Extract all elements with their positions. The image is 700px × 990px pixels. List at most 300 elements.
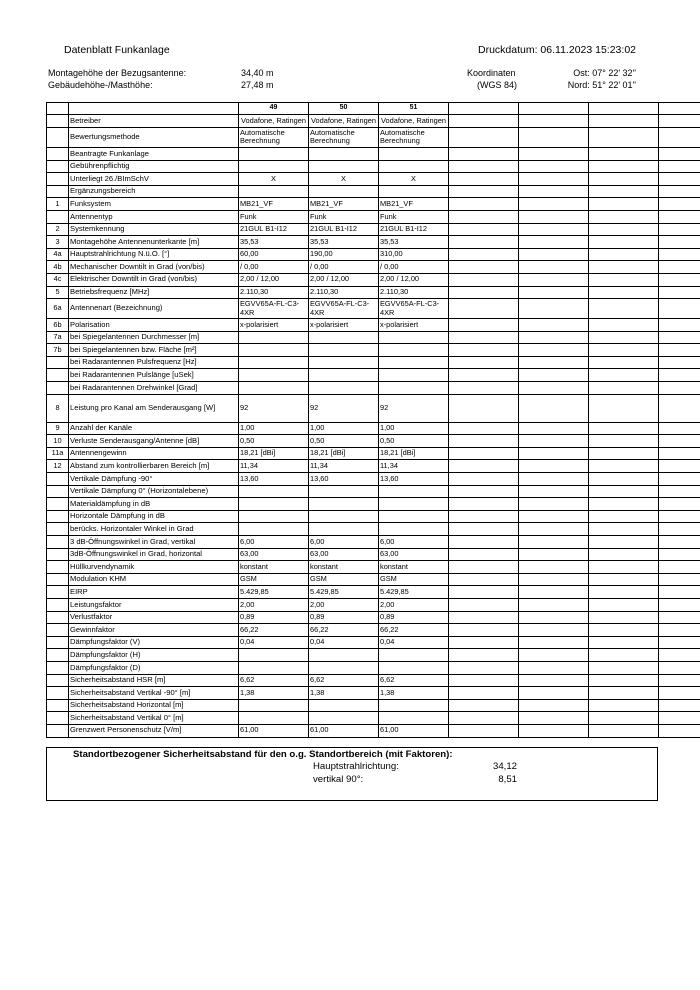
table-cell: 61,00 [309,724,379,737]
table-cell [589,724,659,737]
table-cell [519,273,589,286]
table-cell [449,382,519,395]
table-cell [379,147,449,160]
table-cell: 0,04 [309,636,379,649]
row-label: Verlustfaktor [69,611,239,624]
table-cell: 6,62 [239,674,309,687]
row-label: Unterliegt 26./BImSchV [69,173,239,186]
table-cell [589,712,659,725]
row-number [47,724,69,737]
table-cell: 6,62 [379,674,449,687]
table-cell [659,523,700,536]
table-cell [379,712,449,725]
table-cell [239,485,309,498]
row-label: Vertikale Dämpfung 0° (Horizontalebene) [69,485,239,498]
table-cell [239,661,309,674]
row-number [47,624,69,637]
table-row [47,173,700,186]
row-label: Dämpfungsfaktor (V) [69,636,239,649]
table-cell [519,147,589,160]
row-label: Hüllkurvendynamik [69,561,239,574]
table-cell [449,649,519,662]
table-cell [519,223,589,236]
table-cell [379,649,449,662]
table-cell: 2.110,30 [379,286,449,299]
row-label: Betreiber [69,115,239,128]
table-cell [449,598,519,611]
table-cell: 11,34 [239,460,309,473]
table-cell: X [379,173,449,186]
table-cell: 0,89 [379,611,449,624]
table-cell [519,198,589,211]
table-cell: 92 [309,394,379,422]
table-cell: 11,34 [309,460,379,473]
coordinate-east: Ost: 07° 22' 32'' [573,68,636,78]
table-cell: 6,00 [309,536,379,549]
row-number: 7a [47,331,69,344]
table-cell: Automatische Berechnung [379,127,449,147]
main-direction-label: Hauptstrahlrichtung: [313,761,399,772]
table-cell [519,286,589,299]
table-cell: 18,21 [dBi] [239,447,309,460]
table-cell [659,586,700,599]
column-header: 49 [239,103,309,115]
table-row [47,724,700,737]
table-row [47,498,700,511]
row-number: 5 [47,286,69,299]
table-cell: 1,00 [379,422,449,435]
table-cell [239,699,309,712]
table-cell: MB21_VF [239,198,309,211]
table-cell [449,369,519,382]
table-cell: 63,00 [309,548,379,561]
table-cell: 2,00 [379,598,449,611]
row-number [47,536,69,549]
row-label: Elektrischer Downtilt in Grad (von/bis) [69,273,239,286]
row-number [47,573,69,586]
table-cell [309,356,379,369]
table-cell: 0,50 [239,435,309,448]
table-cell [659,422,700,435]
table-cell [379,523,449,536]
table-cell [519,435,589,448]
row-label: Sicherheitsabstand HSR [m] [69,674,239,687]
row-label: Gebührenpflichtig [69,160,239,173]
table-cell [449,536,519,549]
table-cell [519,586,589,599]
table-cell: 13,60 [379,473,449,486]
table-cell [449,611,519,624]
row-label: Systemkennung [69,223,239,236]
row-label: Vertikale Dämpfung -90° [69,473,239,486]
table-cell [589,356,659,369]
table-row [47,699,700,712]
table-cell: 2.110,30 [239,286,309,299]
table-cell [449,160,519,173]
table-cell: 6,62 [309,674,379,687]
building-height-label: Gebäudehöhe-/Masthöhe: [48,80,153,90]
table-cell [309,699,379,712]
safety-distance-summary [46,747,658,801]
row-label: Antennenart (Bezeichnung) [69,299,239,319]
row-number [47,510,69,523]
row-number: 4a [47,248,69,261]
table-cell [589,447,659,460]
table-cell [659,261,700,274]
table-cell: 2,00 / 12,00 [239,273,309,286]
row-label: Mechanischer Downtilt in Grad (von/bis) [69,261,239,274]
table-row [47,369,700,382]
table-cell [449,447,519,460]
table-cell [519,394,589,422]
table-cell: Funk [309,210,379,223]
table-cell [589,699,659,712]
row-label: Grenzwert Personenschutz [V/m] [69,724,239,737]
table-cell [659,498,700,511]
table-cell [659,699,700,712]
table-cell [379,382,449,395]
table-cell [449,724,519,737]
row-label: bei Radarantennen Pulslänge [uSek] [69,369,239,382]
table-cell [519,485,589,498]
table-cell: 2,00 / 12,00 [309,273,379,286]
row-number [47,147,69,160]
table-cell [589,649,659,662]
coordinates-label: Koordinaten [467,68,516,78]
table-cell [519,115,589,128]
table-cell [589,687,659,700]
row-number [47,611,69,624]
row-number [47,586,69,599]
table-cell: konstant [309,561,379,574]
table-cell [519,523,589,536]
row-label: Bewertungsmethode [69,127,239,147]
table-cell: Vodafone, Ratingen [379,115,449,128]
table-cell [449,127,519,147]
table-cell [589,548,659,561]
table-cell [239,369,309,382]
row-label: Anzahl der Kanäle [69,422,239,435]
table-cell [589,485,659,498]
column-header: 50 [309,103,379,115]
table-cell [589,674,659,687]
table-row [47,210,700,223]
table-cell [659,598,700,611]
row-label: Sicherheitsabstand Vertikal 0° [m] [69,712,239,725]
table-cell: 92 [239,394,309,422]
table-cell [589,536,659,549]
table-cell [239,344,309,357]
table-cell [519,160,589,173]
table-cell [239,510,309,523]
table-cell: 63,00 [239,548,309,561]
table-cell [659,573,700,586]
table-cell: Vodafone, Ratingen [309,115,379,128]
table-cell: MB21_VF [309,198,379,211]
table-cell: EGVV65A-FL-C3-4XR [309,299,379,319]
row-label: EIRP [69,586,239,599]
table-cell: 0,89 [239,611,309,624]
table-cell [309,712,379,725]
table-row [47,356,700,369]
table-cell [519,573,589,586]
row-number: 1 [47,198,69,211]
table-cell [659,319,700,332]
table-cell [659,548,700,561]
table-cell [659,447,700,460]
table-cell: 1,00 [309,422,379,435]
row-number [47,548,69,561]
row-label: 3 dB-Öffnungswinkel in Grad, vertikal [69,536,239,549]
table-cell [589,210,659,223]
table-cell: 11,34 [379,460,449,473]
table-cell [659,331,700,344]
row-number [47,649,69,662]
row-label: Beantragte Funkanlage [69,147,239,160]
table-cell [449,147,519,160]
table-cell [449,699,519,712]
table-cell: 6,00 [239,536,309,549]
table-cell [659,299,700,319]
row-label: Funksystem [69,198,239,211]
row-number: 4c [47,273,69,286]
table-cell [449,261,519,274]
table-cell [449,435,519,448]
row-number [47,699,69,712]
table-cell: 1,38 [239,687,309,700]
table-row [47,649,700,662]
table-row [47,473,700,486]
table-row [47,248,700,261]
table-cell [659,356,700,369]
table-cell [449,236,519,249]
table-cell [449,636,519,649]
table-cell: 0,50 [309,435,379,448]
table-cell [659,115,700,128]
table-cell [239,712,309,725]
table-cell [519,369,589,382]
table-cell: 0,04 [239,636,309,649]
table-cell [519,498,589,511]
table-cell [589,435,659,448]
table-cell [449,356,519,369]
table-cell [659,273,700,286]
vertical-label: vertikal 90°: [313,774,364,785]
table-cell [659,236,700,249]
table-cell: 1,38 [309,687,379,700]
table-cell [659,147,700,160]
table-cell [379,369,449,382]
table-cell: 61,00 [239,724,309,737]
table-cell: 13,60 [309,473,379,486]
table-cell [309,185,379,198]
table-cell [449,394,519,422]
table-cell [589,160,659,173]
table-cell [519,319,589,332]
table-cell [309,331,379,344]
table-row [47,261,700,274]
table-cell [379,160,449,173]
table-row [47,611,700,624]
table-cell [239,160,309,173]
table-cell [519,248,589,261]
table-cell: 66,22 [309,624,379,637]
table-cell [449,712,519,725]
table-cell [589,369,659,382]
table-cell [449,548,519,561]
table-cell [449,286,519,299]
table-cell [659,712,700,725]
table-cell [449,498,519,511]
table-cell [659,661,700,674]
row-number: 2 [47,223,69,236]
table-cell [309,344,379,357]
table-cell [309,649,379,662]
table-cell [589,561,659,574]
row-label: Hauptstrahlrichtung N.ü.O. [°] [69,248,239,261]
row-number [47,674,69,687]
table-cell [379,498,449,511]
table-cell [659,473,700,486]
table-cell [449,561,519,574]
table-cell [659,160,700,173]
page-title: Datenblatt Funkanlage [64,44,170,56]
table-cell [449,510,519,523]
header-num-cell [47,103,69,115]
row-number [47,661,69,674]
table-cell: 0,89 [309,611,379,624]
table-cell: konstant [379,561,449,574]
table-cell: 18,21 [dBi] [309,447,379,460]
table-cell [659,561,700,574]
table-cell [589,147,659,160]
table-cell [239,523,309,536]
table-cell [659,394,700,422]
table-cell [449,573,519,586]
table-cell [519,598,589,611]
table-row [47,422,700,435]
table-cell [589,198,659,211]
table-cell [449,299,519,319]
table-cell [589,185,659,198]
table-cell [659,286,700,299]
row-number [47,712,69,725]
table-cell [449,485,519,498]
table-cell: GSM [309,573,379,586]
print-date: Druckdatum: 06.11.2023 15:23:02 [478,44,636,56]
table-cell [449,687,519,700]
table-cell [519,356,589,369]
table-cell: 5.429,85 [239,586,309,599]
table-cell [239,185,309,198]
table-row [47,624,700,637]
row-label: Antennengewinn [69,447,239,460]
table-cell [519,344,589,357]
row-number [47,498,69,511]
table-row [47,485,700,498]
table-row [47,573,700,586]
table-cell [449,248,519,261]
coordinate-north: Nord: 51° 22' 01'' [567,80,636,90]
table-cell [589,248,659,261]
table-cell [519,185,589,198]
table-row [47,661,700,674]
table-cell [449,198,519,211]
table-cell [589,331,659,344]
table-cell: x-polarisiert [239,319,309,332]
table-cell: 2,00 [309,598,379,611]
table-cell: 21GUL B1-I12 [379,223,449,236]
table-cell [519,331,589,344]
row-label: Ergänzungsbereich [69,185,239,198]
table-cell: / 0,00 [239,261,309,274]
summary-title: Standortbezogener Sicherheitsabstand für den o.g. Standortbereich (mit Faktoren): [73,749,453,760]
table-cell [519,611,589,624]
row-label: Horizontale Dämpfung in dB [69,510,239,523]
table-row [47,510,700,523]
column-header [659,103,700,115]
row-number [47,127,69,147]
table-row [47,598,700,611]
row-number: 6b [47,319,69,332]
table-cell [519,536,589,549]
table-cell [659,649,700,662]
table-cell [449,661,519,674]
table-cell [519,210,589,223]
table-cell [589,286,659,299]
table-cell [449,523,519,536]
table-cell [449,624,519,637]
table-cell: 5.429,85 [309,586,379,599]
row-number: 6a [47,299,69,319]
table-cell: GSM [379,573,449,586]
table-cell: 66,22 [239,624,309,637]
table-row [47,382,700,395]
table-cell [379,661,449,674]
table-row [47,198,700,211]
antenna-data-table [46,102,700,738]
table-cell [589,598,659,611]
table-cell [659,636,700,649]
table-row [47,712,700,725]
table-row [47,536,700,549]
table-cell [589,661,659,674]
table-cell [589,344,659,357]
row-label: bei Spiegelantennen bzw. Fläche [m²] [69,344,239,357]
table-cell [589,273,659,286]
table-cell [309,485,379,498]
table-cell [589,127,659,147]
table-cell [519,636,589,649]
table-row [47,447,700,460]
table-cell [659,127,700,147]
table-cell [589,460,659,473]
table-cell [449,422,519,435]
table-cell [589,319,659,332]
table-cell [309,498,379,511]
row-number [47,160,69,173]
table-cell [519,510,589,523]
table-cell: 92 [379,394,449,422]
table-cell: 2.110,30 [309,286,379,299]
table-cell [309,369,379,382]
table-cell [659,369,700,382]
table-row [47,586,700,599]
table-cell: 0,04 [379,636,449,649]
row-label: bei Spiegelantennen Durchmesser [m] [69,331,239,344]
table-cell: 1,38 [379,687,449,700]
table-cell [309,382,379,395]
